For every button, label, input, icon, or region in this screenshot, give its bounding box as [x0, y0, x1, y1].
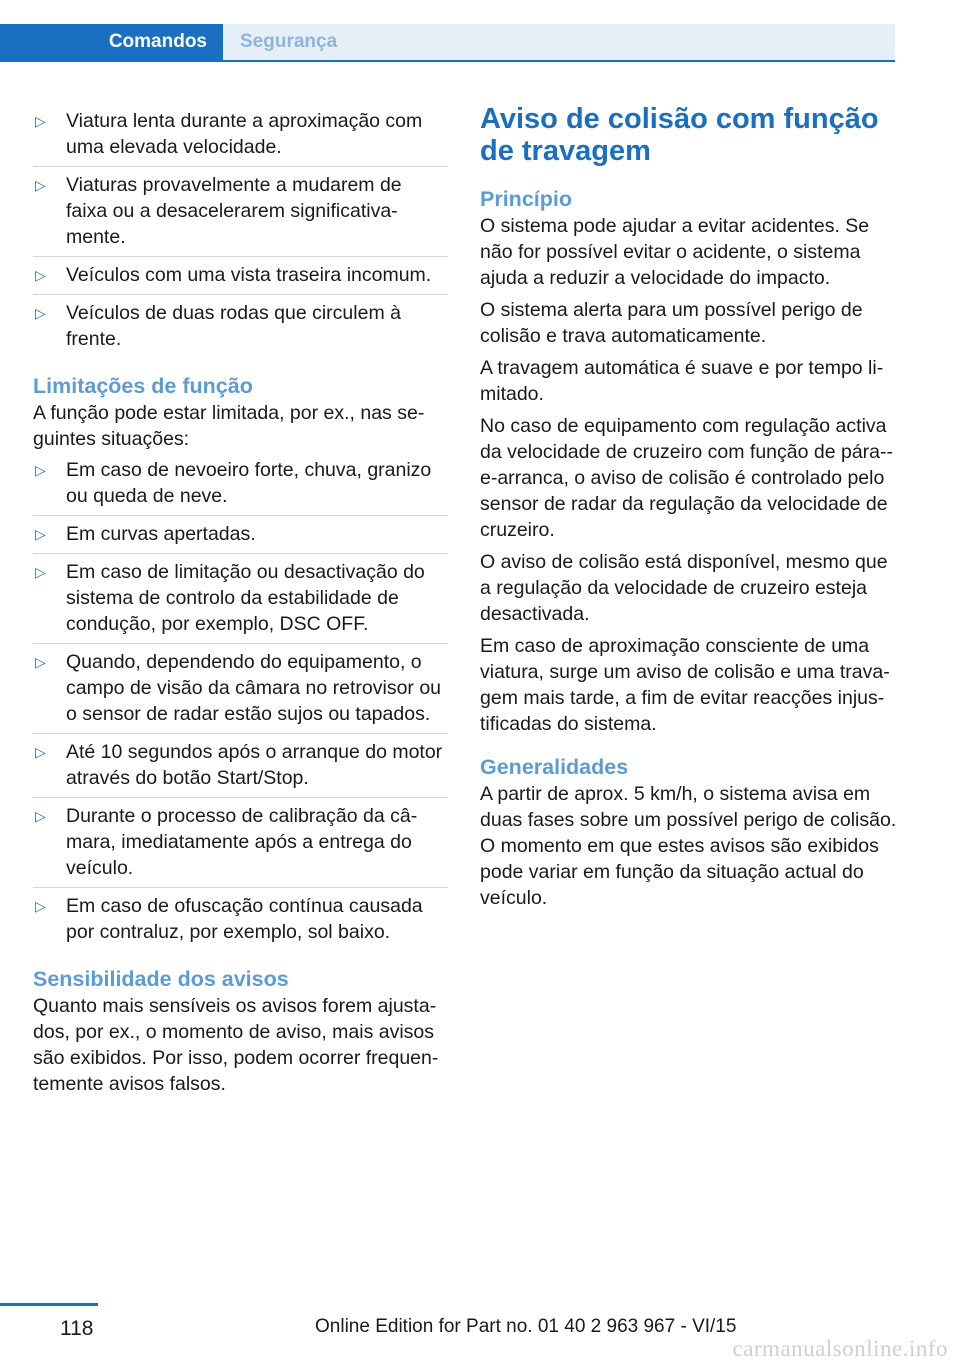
paragraph: No caso de equipamento com regulação activa da velocidade de cruzeiro com função de pára-e-arranca, o aviso de colisão é controlado pelo sensor de radar da regulação da velocidade de cruzeiro. — [480, 415, 893, 541]
list-item: ▷ Em caso de ofuscação contínua causada por contraluz, por exemplo, sol baixo. — [35, 895, 423, 943]
paragraph: Em caso de aproximação consciente de uma viatura, surge um aviso de colisão e uma travagem mais tarde, a fim de evitar reacções injustificadas do sistema. — [480, 635, 890, 735]
principle-heading: Princípio — [480, 187, 572, 211]
paragraph: O sistema pode ajudar a evitar acidentes. Se não for possível evitar o acidente, o sistema ajuda a reduzir a velocidade do impacto. — [480, 215, 870, 289]
general-text: A partir de aprox. 5 km/h, o sistema avisa em duas fases sobre um possível perigo de colisão. O momento em que estes avisos são exibidos pode variar em função da situação actual do veículo. — [480, 783, 897, 909]
list-item: ▷ Quando, dependendo do equipamento, o campo de visão da câmara no retrovisor ou o sensor de radar estão sujos ou tapados. — [33, 644, 448, 734]
right-column — [480, 103, 898, 917]
paragraph: O aviso de colisão está disponível, mesmo que a regulação da velocidade de cruzeiro esteja desactivada. — [480, 551, 888, 625]
list-item: ▷ Viaturas provavelmente a mudarem de faixa ou a desacelerarem significativamente. — [33, 167, 448, 257]
triangle-right-outline-icon: ▷ — [35, 808, 46, 824]
list-item: ▷ Veículos com uma vista traseira incomum. — [33, 257, 448, 295]
footer-divider — [0, 1303, 98, 1306]
watermark: carmanualsonline.info — [732, 1336, 948, 1361]
triangle-right-outline-icon: ▷ — [35, 526, 46, 542]
limits-heading: Limitações de função — [33, 374, 253, 398]
triangle-right-outline-icon: ▷ — [35, 113, 46, 129]
paragraph: A travagem automática é suave e por tempo limitado. — [480, 357, 884, 405]
limits-list — [33, 452, 448, 951]
triangle-right-outline-icon: ▷ — [35, 564, 46, 580]
page-header — [0, 0, 960, 62]
tab-seguranca[interactable]: Segurança — [223, 24, 895, 60]
list-item: ▷ Veículos de duas rodas que circulem à frente. — [35, 302, 401, 350]
sensitivity-text: Quanto mais sensíveis os avisos forem ajustados, por ex., o momento de aviso, mais avisos são exibidos. Por isso, podem ocorrer frequentemente avisos falsos. — [33, 995, 439, 1095]
page-number: 118 — [60, 1317, 94, 1340]
paragraph: O sistema alerta para um possível perigo de colisão e trava automaticamente. — [480, 299, 863, 347]
list-item: ▷ Em caso de nevoeiro forte, chuva, granizo ou queda de neve. — [33, 452, 448, 516]
triangle-right-outline-icon: ▷ — [35, 654, 46, 670]
list-item: ▷ Viatura lenta durante a aproximação com uma elevada velocidade. — [33, 103, 448, 167]
triangle-right-outline-icon: ▷ — [35, 744, 46, 760]
list-item: ▷ Durante o processo de calibração da câmara, imediatamente após a entrega do veículo. — [33, 798, 448, 888]
vehicle-list — [33, 103, 448, 358]
triangle-right-outline-icon: ▷ — [35, 267, 46, 283]
limits-intro: A função pode estar limitada, por ex., nas seguintes situações: — [33, 402, 425, 450]
triangle-right-outline-icon: ▷ — [35, 305, 46, 321]
tab-comandos[interactable]: Comandos — [0, 24, 223, 60]
edition-note: Online Edition for Part no. 01 40 2 963 967 - VI/15 — [315, 1316, 737, 1337]
triangle-right-outline-icon: ▷ — [35, 898, 46, 914]
general-heading: Generalidades — [480, 755, 629, 779]
list-item: ▷ Em curvas apertadas. — [33, 516, 448, 554]
triangle-right-outline-icon: ▷ — [35, 462, 46, 478]
section-title: Aviso de colisão com função de travagem — [480, 103, 879, 167]
triangle-right-outline-icon: ▷ — [35, 177, 46, 193]
header-divider — [0, 60, 895, 62]
list-item: ▷ Em caso de limitação ou desactivação do sistema de controlo da estabilidade de condução, por exemplo, DSC OFF. — [33, 554, 448, 644]
left-column — [33, 103, 448, 1103]
list-item: ▷ Até 10 segundos após o arranque do motor através do botão Start/Stop. — [33, 734, 448, 798]
sensitivity-heading: Sensibilidade dos avisos — [33, 967, 289, 991]
